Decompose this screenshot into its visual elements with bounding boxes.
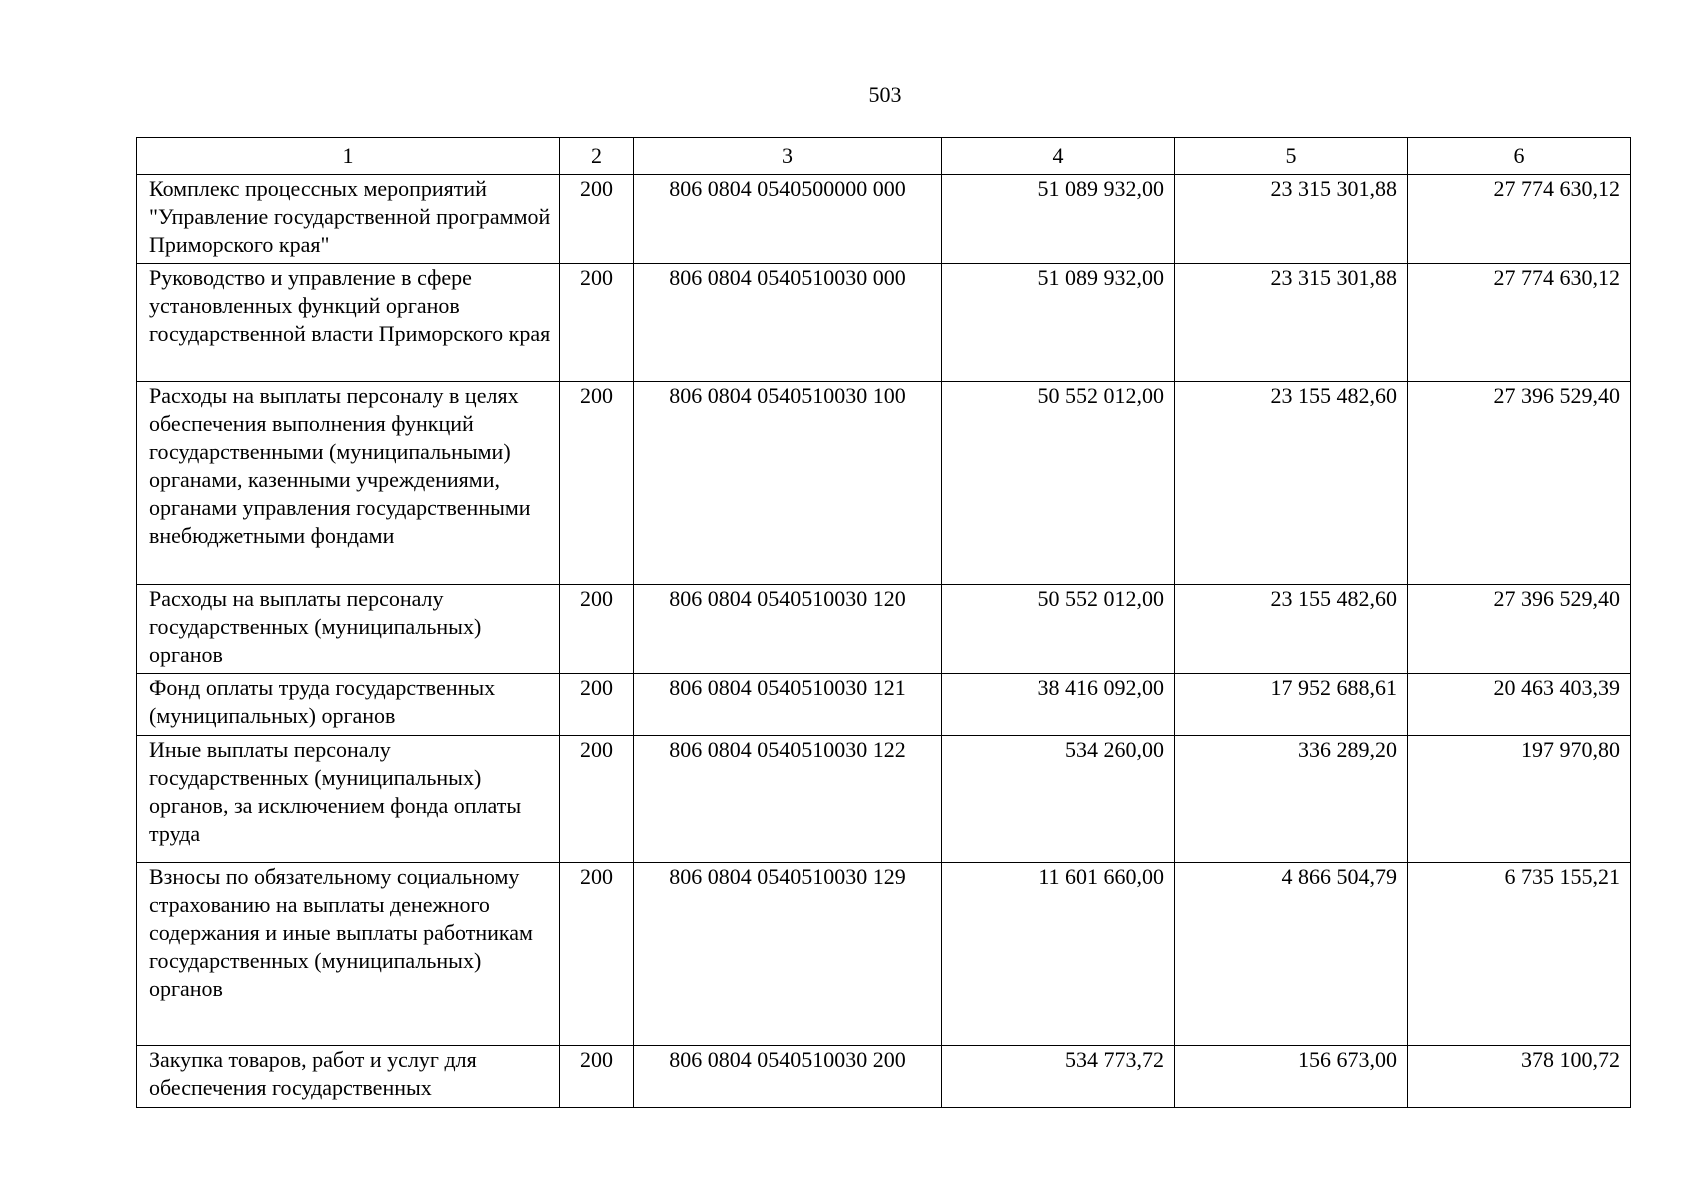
row-name: Взносы по обязательному социальному страхованию на выплаты денежного содержания и иные выплаты работникам государственных (муниципальных) органов <box>137 863 560 1046</box>
table-row <box>137 1046 1631 1108</box>
table-row <box>137 736 1631 863</box>
row-name: Расходы на выплаты персоналу в целях обеспечения выполнения функций государственными (муниципальными) органами, казенными учреждениями, органами управления государственными внебюджетными фондами <box>137 382 560 585</box>
table-row <box>137 674 1631 736</box>
header-col-6: 6 <box>1408 138 1631 175</box>
row-value-6: 27 396 529,40 <box>1408 585 1631 674</box>
row-value-4: 38 416 092,00 <box>942 674 1175 736</box>
row-code: 806 0804 0540510030 129 <box>634 863 942 1046</box>
row-code: 806 0804 0540500000 000 <box>634 175 942 264</box>
header-col-1: 1 <box>137 138 560 175</box>
row-value-4: 534 260,00 <box>942 736 1175 863</box>
table-row <box>137 264 1631 382</box>
row-name: Комплекс процессных мероприятий "Управление государственной программой Приморского края" <box>137 175 560 264</box>
row-value-5: 17 952 688,61 <box>1175 674 1408 736</box>
row-value-6: 378 100,72 <box>1408 1046 1631 1108</box>
row-name: Расходы на выплаты персоналу государственных (муниципальных) органов <box>137 585 560 674</box>
row-name: Фонд оплаты труда государственных (муниципальных) органов <box>137 674 560 736</box>
table-row <box>137 863 1631 1046</box>
row-col2: 200 <box>560 736 634 863</box>
row-value-6: 197 970,80 <box>1408 736 1631 863</box>
row-code: 806 0804 0540510030 122 <box>634 736 942 863</box>
row-col2: 200 <box>560 1046 634 1108</box>
page-number: 503 <box>868 82 902 107</box>
row-col2: 200 <box>560 863 634 1046</box>
row-value-4: 50 552 012,00 <box>942 382 1175 585</box>
table-header-row <box>137 138 1631 175</box>
row-value-5: 4 866 504,79 <box>1175 863 1408 1046</box>
row-value-4: 11 601 660,00 <box>942 863 1175 1046</box>
row-value-6: 20 463 403,39 <box>1408 674 1631 736</box>
table-row <box>137 175 1631 264</box>
row-value-6: 27 774 630,12 <box>1408 264 1631 382</box>
row-value-6: 27 774 630,12 <box>1408 175 1631 264</box>
row-value-4: 534 773,72 <box>942 1046 1175 1108</box>
row-value-5: 23 315 301,88 <box>1175 175 1408 264</box>
row-col2: 200 <box>560 674 634 736</box>
row-col2: 200 <box>560 585 634 674</box>
row-value-5: 336 289,20 <box>1175 736 1408 863</box>
row-value-4: 50 552 012,00 <box>942 585 1175 674</box>
row-col2: 200 <box>560 382 634 585</box>
row-code: 806 0804 0540510030 000 <box>634 264 942 382</box>
budget-table <box>136 137 1631 1108</box>
row-col2: 200 <box>560 175 634 264</box>
row-value-4: 51 089 932,00 <box>942 264 1175 382</box>
table-row <box>137 585 1631 674</box>
row-code: 806 0804 0540510030 120 <box>634 585 942 674</box>
row-name: Иные выплаты персоналу государственных (муниципальных) органов, за исключением фонда оплаты труда <box>137 736 560 863</box>
header-col-2: 2 <box>560 138 634 175</box>
row-col2: 200 <box>560 264 634 382</box>
row-value-6: 6 735 155,21 <box>1408 863 1631 1046</box>
row-code: 806 0804 0540510030 200 <box>634 1046 942 1108</box>
row-value-5: 156 673,00 <box>1175 1046 1408 1108</box>
row-value-5: 23 155 482,60 <box>1175 585 1408 674</box>
row-code: 806 0804 0540510030 100 <box>634 382 942 585</box>
table-row <box>137 382 1631 585</box>
header-col-4: 4 <box>942 138 1175 175</box>
header-col-5: 5 <box>1175 138 1408 175</box>
header-col-3: 3 <box>634 138 942 175</box>
row-code: 806 0804 0540510030 121 <box>634 674 942 736</box>
row-name: Руководство и управление в сфере установленных функций органов государственной власти Приморского края <box>137 264 560 382</box>
row-value-5: 23 315 301,88 <box>1175 264 1408 382</box>
row-name: Закупка товаров, работ и услуг для обеспечения государственных <box>137 1046 560 1108</box>
row-value-6: 27 396 529,40 <box>1408 382 1631 585</box>
row-value-5: 23 155 482,60 <box>1175 382 1408 585</box>
row-value-4: 51 089 932,00 <box>942 175 1175 264</box>
